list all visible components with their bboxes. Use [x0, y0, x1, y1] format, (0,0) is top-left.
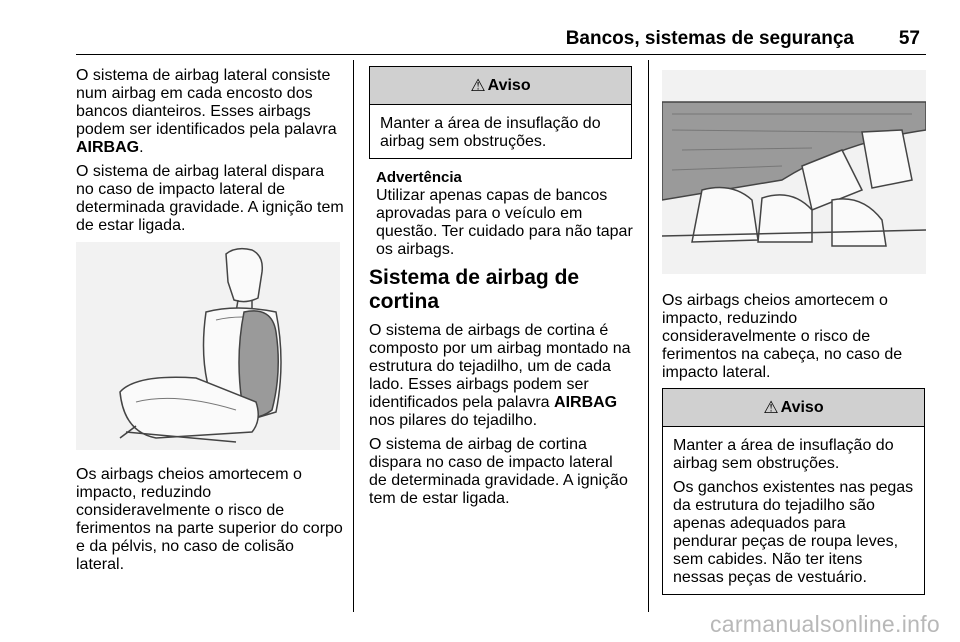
warning-text-1: Manter a área de insuflação do airbag sem obstruções. — [673, 437, 894, 472]
page-title: Bancos, sistemas de segurança — [565, 28, 854, 49]
column-3-caption — [662, 292, 924, 388]
seat-airbag-illustration — [76, 242, 340, 450]
curtain-airbag-trigger: O sistema de airbag de cortina dispara no caso de impacto lateral de determinada gravidade. A ignição tem de estar ligada. — [369, 436, 628, 507]
curtain-airbag-illustration — [662, 70, 926, 274]
car-interior-icon — [662, 70, 926, 274]
curtain-airbag-section — [369, 266, 633, 514]
advertencia-title: Advertência — [376, 169, 462, 186]
warning-body — [663, 427, 924, 601]
column-1-caption — [76, 466, 344, 580]
warning-box-1 — [369, 66, 632, 159]
airbag-label: AIRBAG — [76, 139, 140, 156]
section-title: Sistema de airbag de cortina — [369, 266, 580, 313]
warning-header — [663, 389, 924, 427]
column-1 — [76, 67, 344, 241]
seat-icon — [76, 242, 340, 450]
advertencia-block — [376, 169, 634, 265]
page-number: 57 — [898, 28, 920, 49]
side-airbag-caption: Os airbags cheios amortecem o impacto, reduzindo consideravelmente o risco de ferimentos na parte superior do corpo e da pélvis, no caso de colisão lateral. — [76, 466, 343, 573]
column-divider-2 — [648, 60, 649, 612]
warning-triangle-icon: ⚠ — [763, 397, 779, 417]
page-header — [76, 28, 926, 55]
column-divider-1 — [353, 60, 354, 612]
warning-title: Aviso — [487, 76, 531, 94]
warning-body — [370, 105, 631, 165]
warning-text: Manter a área de insuflação do airbag sem obstruções. — [380, 115, 601, 150]
watermark: carmanualsonline.info — [709, 611, 940, 637]
curtain-airbag-intro: O sistema de airbags de cortina é composto por um airbag montado na estrutura do tejadilho, um de cada lado. Esses airbags podem ser identificados pela palavra AIRBAG nos pilares do tejadilho. — [369, 322, 631, 429]
warning-header — [370, 67, 631, 105]
advertencia-text: Utilizar apenas capas de bancos aprovadas para o veículo em questão. Ter cuidado para não tapar os airbags. — [376, 187, 633, 258]
airbag-label: AIRBAG — [554, 394, 618, 411]
warning-title: Aviso — [780, 398, 824, 416]
side-airbag-trigger: O sistema de airbag lateral dispara no caso de impacto lateral de determinada gravidade. A ignição tem de estar ligada. — [76, 163, 344, 234]
curtain-airbag-caption: Os airbags cheios amortecem o impacto, reduzindo consideravelmente o risco de ferimentos na cabeça, no caso de impacto lateral. — [662, 292, 903, 381]
warning-triangle-icon: ⚠ — [470, 75, 486, 95]
warning-text-2: Os ganchos existentes nas pegas da estrutura do tejadilho são apenas adequados para pendurar peças de roupa leves, sem cabides. Não ter itens nessas peças de vestuário. — [673, 479, 914, 586]
warning-box-2 — [662, 388, 925, 595]
side-airbag-intro: O sistema de airbag lateral consiste num airbag em cada encosto dos bancos dianteiros. Esses airbags podem ser identificados pela palavra AIRBAG. — [76, 67, 337, 156]
